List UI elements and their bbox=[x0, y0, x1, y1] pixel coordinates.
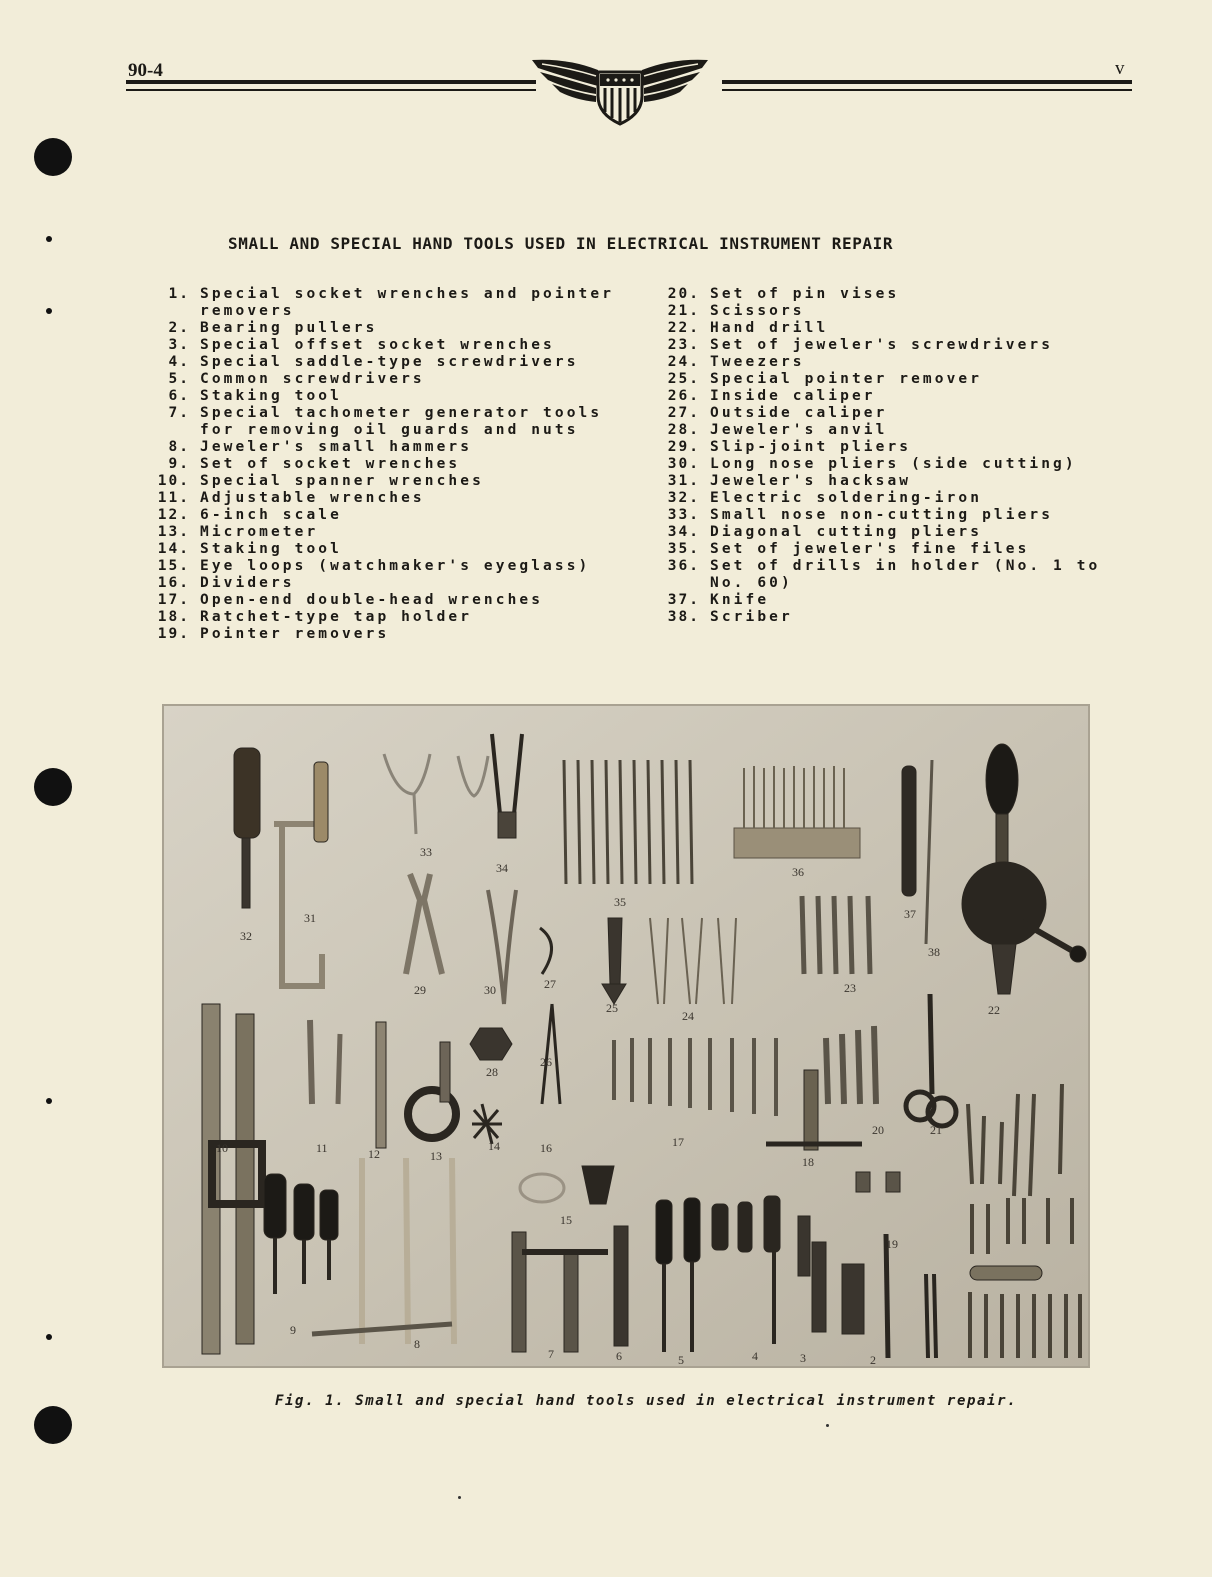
tool-number: 35. bbox=[667, 541, 700, 557]
tool-name: Open-end double-head wrenches bbox=[200, 592, 544, 608]
tool-list-item bbox=[650, 354, 1120, 371]
photo-label-14: 14 bbox=[488, 1139, 500, 1153]
tool-number: 28. bbox=[667, 422, 700, 438]
tool-list-item bbox=[650, 507, 1120, 524]
tool-number: 17. bbox=[157, 592, 190, 608]
tool-number: 18. bbox=[157, 609, 190, 625]
tool-number: 7. bbox=[168, 405, 190, 421]
photo-label-10: 10 bbox=[216, 1141, 228, 1155]
photo-label-27: 27 bbox=[544, 977, 556, 991]
photo-label-26: 26 bbox=[540, 1055, 552, 1069]
tool-list-item bbox=[140, 575, 640, 592]
photo-label-29: 29 bbox=[414, 983, 426, 997]
tool-name: Set of socket wrenches bbox=[200, 456, 461, 472]
tool-number: 25. bbox=[667, 371, 700, 387]
tool-name: Jeweler's small hammers bbox=[200, 439, 473, 455]
paper-speck bbox=[826, 1424, 829, 1427]
tool-number: 23. bbox=[667, 337, 700, 353]
photo-label-12: 12 bbox=[368, 1147, 380, 1161]
tool-list-item bbox=[650, 609, 1120, 626]
tool-list-item bbox=[650, 371, 1120, 388]
photo-label-31: 31 bbox=[304, 911, 316, 925]
tool-list-item bbox=[650, 405, 1120, 422]
tool-name: Eye loops (watchmaker's eyeglass) bbox=[200, 558, 591, 574]
tool-list-item bbox=[650, 490, 1120, 507]
tool-list-item bbox=[140, 507, 640, 524]
tool-list-item bbox=[140, 592, 640, 609]
tool-number: 1. bbox=[168, 286, 190, 302]
tool-name: Special pointer remover bbox=[710, 371, 983, 387]
photo-label-22: 22 bbox=[988, 1003, 1000, 1017]
photo-label-5: 5 bbox=[678, 1353, 684, 1367]
photo-label-21: 21 bbox=[930, 1123, 942, 1137]
tool-number: 21. bbox=[667, 303, 700, 319]
tool-list-item bbox=[140, 405, 640, 422]
tool-number: 27. bbox=[667, 405, 700, 421]
tool-name: for removing oil guards and nuts bbox=[200, 422, 579, 438]
header-rule-right-thin bbox=[722, 89, 1132, 91]
photo-label-25: 25 bbox=[606, 1001, 618, 1015]
binder-hole-small bbox=[46, 236, 52, 242]
binder-hole-small bbox=[46, 1098, 52, 1104]
tool-number: 9. bbox=[168, 456, 190, 472]
tool-list-item bbox=[650, 439, 1120, 456]
photo-label-9: 9 bbox=[290, 1323, 296, 1337]
tool-number: 33. bbox=[667, 507, 700, 523]
paper-speck bbox=[458, 1496, 461, 1499]
tool-name: Diagonal cutting pliers bbox=[710, 524, 983, 540]
tool-list-item bbox=[140, 626, 640, 643]
tool-list-item bbox=[140, 286, 640, 303]
tool-name: Outside caliper bbox=[710, 405, 888, 421]
tool-number: 30. bbox=[667, 456, 700, 472]
tool-number: 2. bbox=[168, 320, 190, 336]
tool-list-item bbox=[140, 524, 640, 541]
photo-label-13: 13 bbox=[430, 1149, 442, 1163]
photo-label-4: 4 bbox=[752, 1349, 758, 1363]
photo-label-36: 36 bbox=[792, 865, 804, 879]
photo-label-16: 16 bbox=[540, 1141, 552, 1155]
tool-number: 11. bbox=[157, 490, 190, 506]
tool-number: 6. bbox=[168, 388, 190, 404]
tool-name: Special saddle-type screwdrivers bbox=[200, 354, 579, 370]
tool-name: Slip-joint pliers bbox=[710, 439, 912, 455]
photo-label-8: 8 bbox=[414, 1337, 420, 1351]
photo-label-38: 38 bbox=[928, 945, 940, 959]
tool-list-item bbox=[140, 320, 640, 337]
tool-list-item bbox=[140, 609, 640, 626]
photo-label-24: 24 bbox=[682, 1009, 694, 1023]
tools-photograph bbox=[162, 704, 1090, 1368]
winged-shield-emblem-icon bbox=[528, 50, 712, 126]
photo-label-15: 15 bbox=[560, 1213, 572, 1227]
tool-list-item bbox=[650, 320, 1120, 337]
tool-name: Scissors bbox=[710, 303, 805, 319]
page-number: 90-4 bbox=[128, 60, 163, 81]
tool-name: Bearing pullers bbox=[200, 320, 378, 336]
tool-name: Special offset socket wrenches bbox=[200, 337, 555, 353]
tool-number: 26. bbox=[667, 388, 700, 404]
tool-number: 22. bbox=[667, 320, 700, 336]
tool-list-item bbox=[650, 592, 1120, 609]
tool-number: 38. bbox=[667, 609, 700, 625]
tool-name: Electric soldering-iron bbox=[710, 490, 983, 506]
tool-name: Set of jeweler's fine files bbox=[710, 541, 1030, 557]
tool-number: 19. bbox=[157, 626, 190, 642]
tool-name: Common screwdrivers bbox=[200, 371, 425, 387]
tool-name: Pointer removers bbox=[200, 626, 390, 642]
photo-label-2: 2 bbox=[870, 1353, 876, 1367]
photo-label-3: 3 bbox=[800, 1351, 806, 1365]
tool-name: Adjustable wrenches bbox=[200, 490, 425, 506]
tool-number: 12. bbox=[157, 507, 190, 523]
tool-number bbox=[140, 422, 190, 439]
photo-label-11: 11 bbox=[316, 1141, 328, 1155]
tool-name: Ratchet-type tap holder bbox=[200, 609, 473, 625]
tool-number: 3. bbox=[168, 337, 190, 353]
tool-number: 13. bbox=[157, 524, 190, 540]
tool-name: Inside caliper bbox=[710, 388, 876, 404]
photo-label-17: 17 bbox=[672, 1135, 684, 1149]
tool-number: 14. bbox=[157, 541, 190, 557]
photo-label-7: 7 bbox=[548, 1347, 554, 1361]
tool-name: Special tachometer generator tools bbox=[200, 405, 603, 421]
tool-number bbox=[140, 303, 190, 320]
tool-list-item bbox=[140, 371, 640, 388]
tool-name: Scriber bbox=[710, 609, 793, 625]
tool-list-item bbox=[650, 575, 1120, 592]
tool-name: Special spanner wrenches bbox=[200, 473, 484, 489]
photo-label-35: 35 bbox=[614, 895, 626, 909]
photo-label-28: 28 bbox=[486, 1065, 498, 1079]
binder-hole bbox=[34, 1406, 72, 1444]
page-roman-numeral: v bbox=[1115, 58, 1125, 79]
tool-number: 15. bbox=[157, 558, 190, 574]
binder-hole bbox=[34, 138, 72, 176]
tool-name: Staking tool bbox=[200, 388, 342, 404]
tool-list-item bbox=[650, 473, 1120, 490]
photo-label-33: 33 bbox=[420, 845, 432, 859]
tool-name: Micrometer bbox=[200, 524, 319, 540]
tool-list-item bbox=[140, 354, 640, 371]
tool-number: 10. bbox=[157, 473, 190, 489]
tool-list-item bbox=[650, 303, 1120, 320]
binder-hole bbox=[34, 768, 72, 806]
tool-list-item bbox=[140, 558, 640, 575]
photo-label-30: 30 bbox=[484, 983, 496, 997]
tool-list-item bbox=[140, 303, 640, 320]
tool-list-item bbox=[650, 524, 1120, 541]
tool-name: removers bbox=[200, 303, 295, 319]
tool-name: Tweezers bbox=[710, 354, 805, 370]
tool-name: Long nose pliers (side cutting) bbox=[710, 456, 1077, 472]
tool-number: 24. bbox=[667, 354, 700, 370]
tool-name: 6-inch scale bbox=[200, 507, 342, 523]
tool-number: 31. bbox=[667, 473, 700, 489]
tool-list-item bbox=[650, 286, 1120, 303]
tool-list-item bbox=[140, 388, 640, 405]
tool-number: 36. bbox=[667, 558, 700, 574]
tool-list-item bbox=[140, 439, 640, 456]
tool-number: 29. bbox=[667, 439, 700, 455]
tool-list-item bbox=[140, 456, 640, 473]
tool-list-item bbox=[140, 422, 640, 439]
tool-list-right bbox=[650, 286, 1120, 626]
photo-label-37: 37 bbox=[904, 907, 916, 921]
tool-list-item bbox=[140, 337, 640, 354]
tool-number: 5. bbox=[168, 371, 190, 387]
header-rule-right bbox=[722, 80, 1132, 84]
tool-number: 34. bbox=[667, 524, 700, 540]
tool-name: Set of jeweler's screwdrivers bbox=[710, 337, 1054, 353]
tool-list-item bbox=[650, 388, 1120, 405]
tool-number: 20. bbox=[667, 286, 700, 302]
binder-hole-small bbox=[46, 1334, 52, 1340]
tool-number bbox=[650, 575, 700, 592]
photo-label-19: 19 bbox=[886, 1237, 898, 1251]
tool-list-item bbox=[140, 490, 640, 507]
tool-list-left bbox=[140, 286, 640, 643]
tool-name: No. 60) bbox=[710, 575, 793, 591]
tool-name: Set of pin vises bbox=[710, 286, 900, 302]
tool-name: Special socket wrenches and pointer bbox=[200, 286, 615, 302]
header-rule-left-thin bbox=[126, 89, 536, 91]
tool-name: Jeweler's anvil bbox=[710, 422, 888, 438]
figure-caption: Fig. 1. Small and special hand tools used in electrical instrument repair. bbox=[275, 1393, 1018, 1409]
tool-list-item bbox=[140, 473, 640, 490]
photo-label-18: 18 bbox=[802, 1155, 814, 1169]
tool-name: Dividers bbox=[200, 575, 295, 591]
tool-list-item bbox=[650, 541, 1120, 558]
tool-list-item bbox=[650, 558, 1120, 575]
tool-number: 37. bbox=[667, 592, 700, 608]
tool-number: 4. bbox=[168, 354, 190, 370]
photo-label-34: 34 bbox=[496, 861, 508, 875]
tool-name: Jeweler's hacksaw bbox=[710, 473, 912, 489]
tool-list-item bbox=[650, 456, 1120, 473]
tool-name: Hand drill bbox=[710, 320, 829, 336]
tool-list-item bbox=[650, 422, 1120, 439]
photo-label-32: 32 bbox=[240, 929, 252, 943]
tool-number: 32. bbox=[667, 490, 700, 506]
photo-label-20: 20 bbox=[872, 1123, 884, 1137]
photo-label-6: 6 bbox=[616, 1349, 622, 1363]
tool-name: Small nose non-cutting pliers bbox=[710, 507, 1054, 523]
photo-label-23: 23 bbox=[844, 981, 856, 995]
tool-list-item bbox=[140, 541, 640, 558]
header-rule-left bbox=[126, 80, 536, 84]
page-title: SMALL AND SPECIAL HAND TOOLS USED IN ELECTRICAL INSTRUMENT REPAIR bbox=[228, 234, 894, 253]
tool-number: 16. bbox=[157, 575, 190, 591]
tool-list-item bbox=[650, 337, 1120, 354]
binder-hole-small bbox=[46, 308, 52, 314]
tool-name: Knife bbox=[710, 592, 770, 608]
tool-name: Staking tool bbox=[200, 541, 342, 557]
tool-name: Set of drills in holder (No. 1 to bbox=[710, 558, 1101, 574]
tool-number: 8. bbox=[168, 439, 190, 455]
